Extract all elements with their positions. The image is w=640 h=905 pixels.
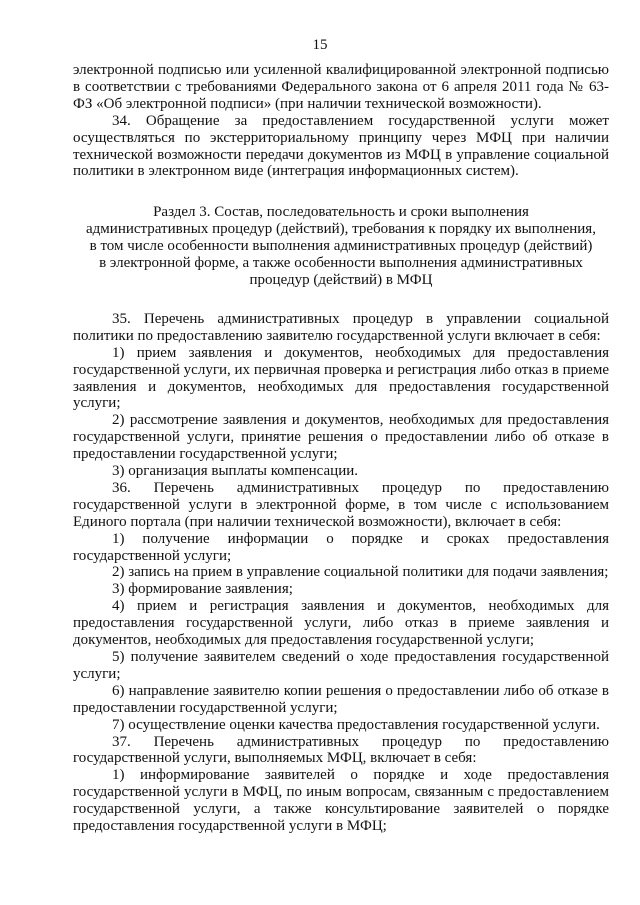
paragraph-34: 34. Обращение за предоставлением государственной услуги может осуществляться по экстерриториальному принципу через МФЦ при наличии технической возможности передачи документов из МФЦ в управление социальной политики в электронном виде (интеграция информационных систем). (73, 112, 609, 180)
list-item: 6) направление заявителю копии решения о предоставлении либо об отказе в предоставлении государственной услуги; (73, 682, 609, 716)
section-heading-line: Раздел 3. Состав, последовательность и сроки выполнения (153, 204, 529, 221)
list-item: 1) информирование заявителей о порядке и ходе предоставления государственной услуги в МФЦ, по иным вопросам, связанным с предоставлением государственной услуги, а также консультирование заявителей о порядке предоставления государственной услуги в МФЦ; (73, 767, 609, 835)
list-item: 1) прием заявления и документов, необходимых для предоставления государственной услуги, их первичная проверка и регистрация либо отказ в приеме заявления и документов, необходимых для предоставления государственной услуги; (73, 344, 609, 412)
list-item: 3) организация выплаты компенсации. (112, 463, 358, 480)
section-heading-line: в том числе особенности выполнения административных процедур (действий) (89, 238, 593, 255)
page-number: 15 (312, 37, 328, 53)
list-item: 1) получение информации о порядке и сроках предоставления государственной услуги; (73, 530, 609, 564)
list-item: 4) прием и регистрация заявления и документов, необходимых для предоставления государственной услуги, либо отказ в приеме заявления и документов, необходимых для предоставления государственной услуги; (73, 598, 609, 649)
paragraph-36-intro: 36. Перечень административных процедур по предоставлению государственной услуги в электронной форме, в том числе с использованием Единого портала (при наличии технической возможности), включает в себя: (73, 479, 609, 530)
paragraph-continuation: электронной подписью или усиленной квалифицированной электронной подписью в соответствии с требованиями Федерального закона от 6 апреля 2011 года № 63-ФЗ «Об электронной подписи» (при наличии технической возможности). (73, 62, 609, 112)
list-item: 2) рассмотрение заявления и документов, необходимых для предоставления государственной услуги, принятие решения о предоставлении либо об отказе в предоставлении государственной услуги; (73, 412, 609, 463)
document-body (73, 62, 609, 835)
section-heading-line: в электронной форме, а также особенности выполнения административных (99, 255, 583, 272)
list-item: 5) получение заявителем сведений о ходе предоставления государственной услуги; (73, 649, 609, 682)
list-item: 3) формирование заявления; (112, 581, 293, 598)
section-heading-line: процедур (действий) в МФЦ (249, 271, 433, 288)
paragraph-35-intro: 35. Перечень административных процедур в управлении социальной политики по предоставлению заявителю государственной услуги включает в себя: (73, 310, 609, 344)
list-item: 7) осуществление оценки качества предоставления государственной услуги. (112, 716, 600, 733)
section-heading-line: административных процедур (действий), требования к порядку их выполнения, (86, 221, 596, 238)
list-item: 2) запись на прием в управление социальной политики для подачи заявления; (112, 564, 609, 581)
section-heading (73, 204, 609, 289)
paragraph-37-intro: 37. Перечень административных процедур по предоставлению государственной услуги, выполняемых МФЦ, включает в себя: (73, 733, 609, 767)
